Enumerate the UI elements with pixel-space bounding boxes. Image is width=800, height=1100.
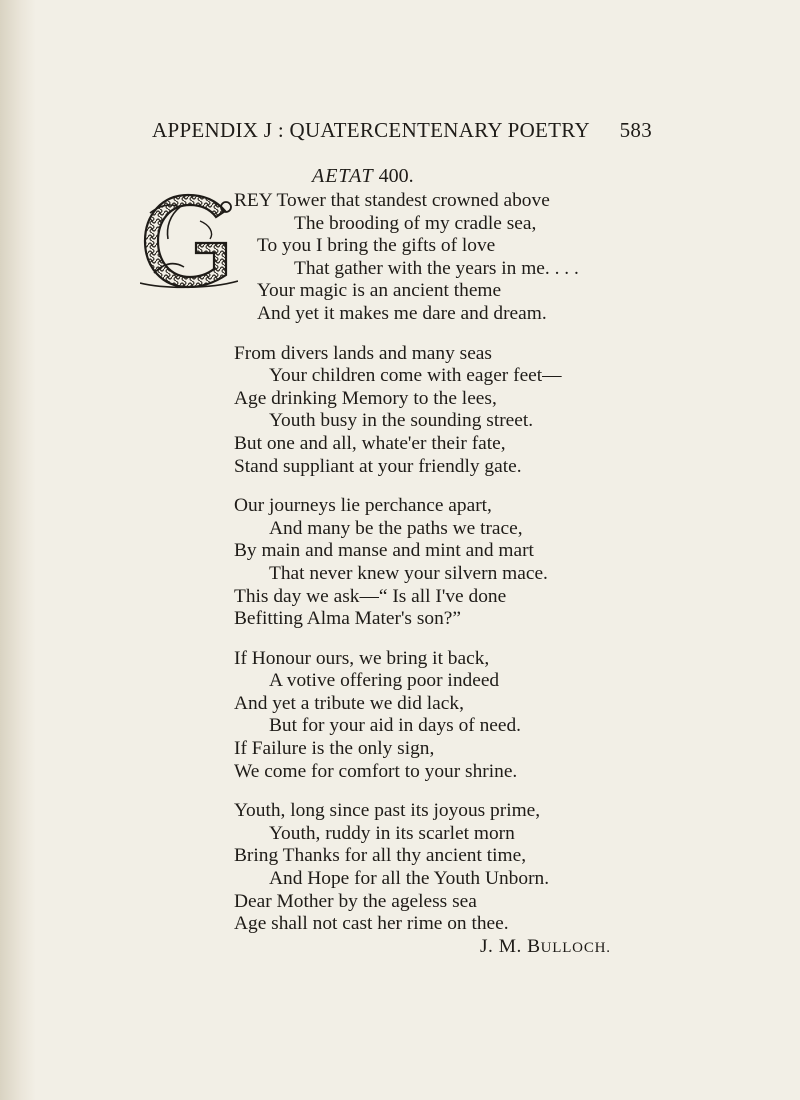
poem-line: Your children come with eager feet—: [269, 365, 562, 387]
author-surname: ULLOCH.: [540, 939, 611, 956]
poem-line: Dear Mother by the ageless sea: [234, 890, 477, 912]
stanza-4: [234, 648, 654, 784]
poem-line: To you I bring the gifts of love: [257, 235, 496, 257]
poem-line: By main and manse and mint and mart: [234, 540, 534, 562]
poem-line: Our journeys lie perchance apart,: [234, 495, 492, 517]
poem-line: Youth busy in the sounding street.: [269, 410, 534, 432]
poem-line: But one and all, whate'er their fate,: [234, 432, 506, 454]
page-number: 583: [619, 118, 652, 142]
poem-line: Your magic is an ancient theme: [257, 280, 502, 302]
running-header: [152, 118, 652, 146]
poem-line: That gather with the years in me. . . .: [294, 257, 579, 279]
poem-title-italic: AETAT: [312, 165, 374, 187]
author-initials: J. M. B: [480, 935, 541, 957]
stanza-3: [234, 495, 654, 631]
poem-line: But for your aid in days of need.: [269, 715, 522, 737]
poem-line: Age shall not cast her rime on thee.: [234, 913, 509, 935]
poem-title: [0, 165, 800, 188]
poem-line: If Honour ours, we bring it back,: [234, 647, 490, 669]
poem-line: From divers lands and many seas: [234, 342, 492, 364]
poem-line: Befitting Alma Mater's son?”: [234, 608, 461, 630]
poem-line: And yet a tribute we did lack,: [234, 692, 464, 714]
poem-line: That never knew your silvern mace.: [269, 562, 548, 584]
poem-line: And many be the paths we trace,: [269, 517, 523, 539]
poem-line: Bring Thanks for all thy ancient time,: [234, 845, 527, 867]
ornamental-dropcap-g-icon: [140, 193, 238, 289]
poem-line: And yet it makes me dare and dream.: [257, 302, 547, 324]
poem-line: Youth, long since past its joyous prime,: [234, 800, 541, 822]
poem-line: REY Tower that standest crowned above: [234, 190, 550, 211]
stanza-1: [234, 190, 654, 326]
stanza-5: [234, 800, 654, 936]
poem-title-number: 400.: [378, 165, 414, 187]
poem-line: Youth, ruddy in its scarlet morn: [269, 822, 515, 844]
poem-body: [234, 190, 654, 959]
poem-line: And Hope for all the Youth Unborn.: [269, 868, 550, 890]
poem-line: This day we ask—“ Is all I've done: [234, 585, 507, 607]
poem-line: Stand suppliant at your friendly gate.: [234, 455, 522, 477]
poem-line: Age drinking Memory to the lees,: [234, 387, 497, 409]
author-attribution: [234, 936, 654, 960]
poem-line: We come for comfort to your shrine.: [234, 760, 518, 782]
poem-line: A votive offering poor indeed: [269, 670, 500, 692]
stanza-2: [234, 343, 654, 479]
poem-line: If Failure is the only sign,: [234, 738, 435, 760]
poem-line: The brooding of my cradle sea,: [294, 212, 537, 234]
running-title: APPENDIX J : QUATERCENTENARY POETRY: [152, 118, 590, 142]
